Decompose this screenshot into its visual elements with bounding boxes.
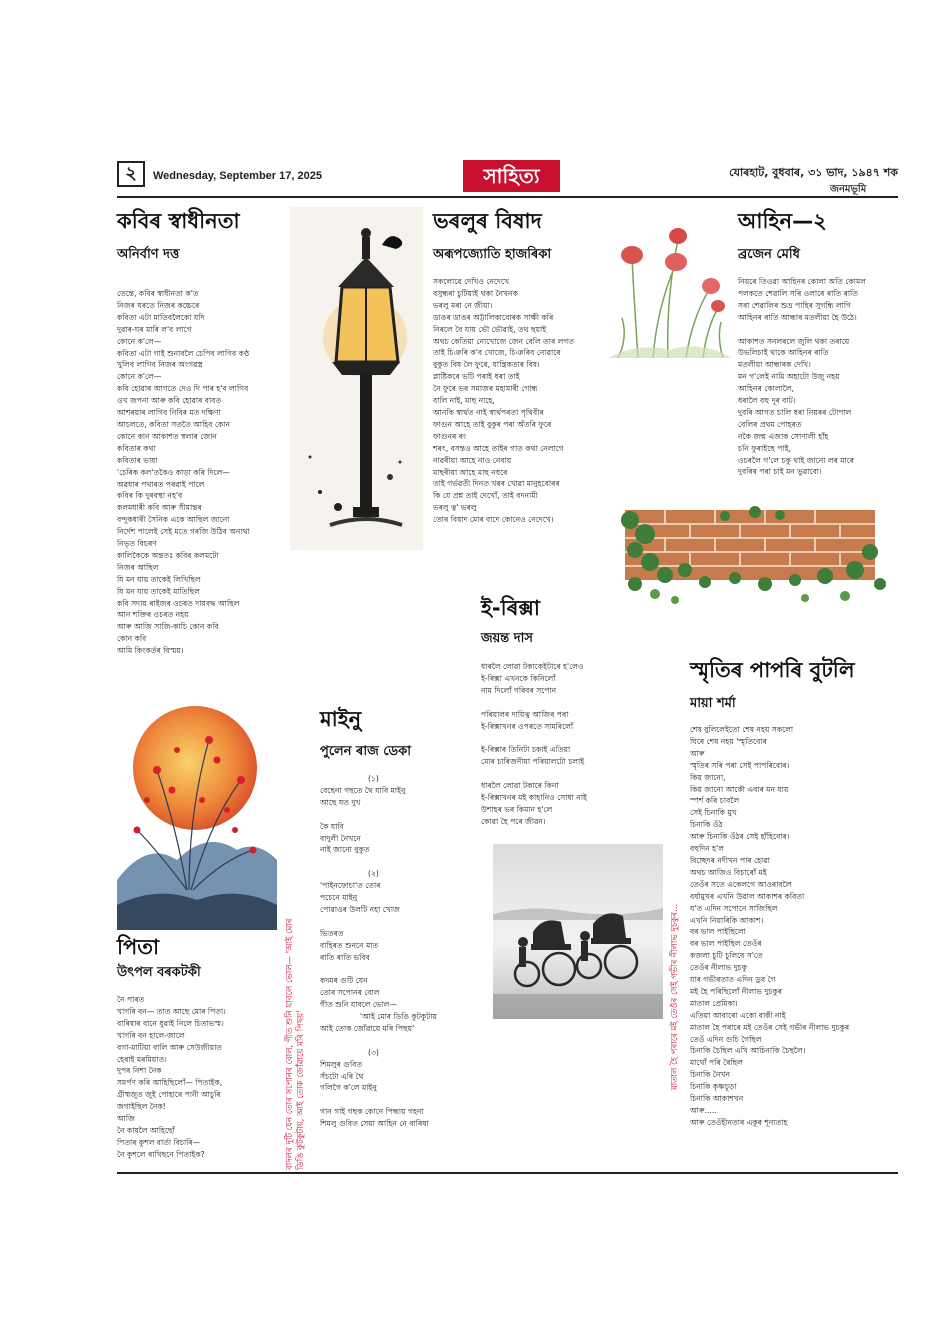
poem-line: বৰ ভাল পাইছিল তেওঁৰ [690,939,762,949]
poem-line: ৰাতি ৰাতি ভবিব [320,952,370,962]
poem-line: শেষ বুলিলেইতো শেষ নহয় সকলো [690,725,794,734]
poem-line: মাতাল প্ৰেমিকা। [690,998,738,1008]
page-number: ২ [117,161,145,187]
poem-line [320,856,480,868]
poem-line: তাই গৰ্ভৱতী দিনত খৰৰ খোৱা মানুহবোৰৰ [433,479,560,489]
poem-line: তেওঁৰ সতে একেলগে আওৰাবলৈ [690,879,792,889]
poem-line: মই হৈ পৰিছিলোঁ নীলাভ দুচকুৰ [690,986,783,996]
poem-line: বেছেনা গছতে থৈ যাবি মাইনু [320,785,406,795]
poem-line: আনকি স্বাৰ্থত নাই স্বাৰ্থপৰতা পৃথিবীৰ [433,407,544,417]
poem-line: বেলিৰ প্ৰথম পোহৰত [738,419,802,429]
poem-line: সেই চিনাকি মুখ [690,808,737,818]
poem-line: জগাইছিল নৈক! [117,1102,166,1112]
poem-line: চিনাকি ওঁঠ [690,820,723,830]
poem-line: চনি ফুৰাইছে পাই, [738,443,791,453]
poem-line: উশাহৰ ভৰ কিমান হ'লে [481,804,553,814]
poem-line: দুবৰিৰ পৰা চাই মন ভুৱাবো। [738,467,822,477]
poem-line: দুপৰ নিশা নৈক [117,1066,162,1076]
poem-line: আৰু তেওঁহীনতাৰ একুৰ শূন্যতাহ [690,1117,788,1127]
poem-author-kobir-swadhinota: অনিৰ্বাণ দত্ত [117,247,180,262]
side-note-vertical-right [670,903,684,1337]
poem-line: (১) [368,774,379,783]
poem-line: নকৈ জন্ম এজাক সোণালী হাঁহ [738,431,829,441]
brick-wall-ivy-illustration [605,500,895,612]
poem-line: সঁচটো এৰি থৈ [320,1071,364,1081]
poem-line: নাই জানো বুকুত [320,845,370,855]
poem-title-smritir: স্মৃতিৰ পাপৰি বুটলি [690,658,855,682]
poem-body-erickshaw [481,661,661,828]
poem-title-bhoralur-bishad: ভৰলুৰ বিষাদ [433,209,542,233]
side-note-text-left: বাদলৰ দুটি যেন তোৰ সপোনৰ বোল, গীত শুনি যাবলে ভোল— 'আই মোৰ ডিঙি কুটকুটায়, আই তোক জোঁৱায়ে মৰি পিছয়' [285,918,306,1170]
date-assamese: যোৰহাট, বুধবাৰ, ৩১ ভাদ, ১৯৪৭ শক [729,166,898,179]
poem-line: কোন কবি [117,634,147,644]
poem-author-erickshaw: জয়ন্ত দাস [481,631,533,646]
poem-line: বাৰিষাৰ বানে ধুৱাই নিলে চিতাভস্ম। [117,1018,224,1028]
poem-line: শিমলুৰ গুবিত [320,1059,363,1069]
poem-body-pita [117,994,277,1161]
poem-line: ওচৰলৈ গ'লে চকু থাই জানো লৰ মাৰে [738,455,855,465]
poem-line: ফাগুন আহে তাই বুকুৰ পৰা অঁতৰি ফুৰে [433,419,552,429]
poem-line: উভলিচাই থাকে আহিনৰ ৰাতি [738,348,829,358]
poem-line: সকলোৱে দেখিও নেদেখে [433,277,510,286]
sun-flowers-illustration [117,690,277,930]
poem-line: আৰু..... [690,1106,717,1115]
poem-line: নৈ পাৰত [117,995,145,1004]
poem-line: (৩) [368,1047,379,1057]
poem-line: গান গাই গছক কোনে পিন্ধায় গহনা [320,1107,424,1117]
poem-line: তেন্তে, কবিৰ স্বাধীনতা ক'ত [117,289,199,298]
poem-line: বাহিৰত শুননে মাত [320,940,379,950]
poem-line: গ্ৰীষ্মজুত জুই পোহাৰে পানী আচুৰি [117,1090,221,1100]
poem-line [738,324,898,336]
poem-line: অৱধাৰ পথাৰত পৰৱাই পালে [117,479,205,489]
poem-line: পিতাৰ কুশল বাৰ্তা বিচাৰি— [117,1137,201,1147]
poem-line [320,809,480,821]
poem-line: ই-ৰিক্সাখনৰ মই কাহানিও সোধা নাই [481,792,587,802]
side-note-vertical-left [285,918,315,1337]
poem-line: কৈ যাবি [320,821,344,831]
poem-line: গলিগৈ ক'লে মাইনু [320,1083,377,1093]
poem-line: কজলা চুটি চুলিবে স'তে [690,951,763,961]
poem-line: খাগৰি বন— তাত আছে মোৰ পিতা। [117,1006,226,1016]
poem-line: দুৱাৰ-ঘৰ মাৰি ল'ব লাগে [117,324,192,334]
poem-body-kobir-swadhinota [117,288,287,657]
poem-body-mainu [320,773,480,1130]
poem-line: বৰ্ষামুখৰ এখনি উৱাল আকাশৰ কবিতা [690,891,805,901]
poem-line: সমৰ্পণ কৰি আহিছিলোঁ— পিতাইক, [117,1078,223,1088]
poem-line: আৰু চিনাকি ওঁঠৰ সেই হাঁহিবোৰ। [690,832,790,842]
poem-line [481,732,661,744]
poem-line: মাতাল হৈ পৰাৰে মই তেওঁৰ সেই গভীৰ নীলাভ দুচকুৰ [690,1022,850,1032]
poem-line: আই তোক জোঁৱায়ে মৰি পিছয়' [320,1023,415,1033]
poem-line: কবি সদায় ৰাইজৰ ওচৰত দায়বদ্ধ আছিল [117,598,240,608]
poem-line [481,768,661,780]
poem-line: সৰা শেৱালিৰ শুভ্ৰ পাহিৰ সুগন্ধি লাগি [738,300,851,310]
poem-line: কোৱা হৈ পৰে জীৱন। [481,816,546,826]
poem-line: তোৰ বিষাদ মোৰ বাদে কোনেও নেদেখে। [433,515,554,525]
poem-line: যাৰ গভীৰতাত এদিন ডুব গৈ [690,975,776,985]
poem-line: শৰৎ, বসন্তও আহে তাইৰ গাত কথা নেলাগে [433,443,564,453]
poem-line: বাদুলী নৈখনে [320,833,361,843]
poem-line: চিনাকি চৈছিল এখি আচিনাকি চৈছলৈ। [690,1046,806,1056]
poem-line: চিনাকি কৃষ্ণচূড়া [690,1082,737,1092]
poem-line: ধাৰলৈ লোৱা টকাৰে কিনা [481,781,559,791]
poem-line: কিয় জানো আকৌ এবাৰ মন যায় [690,784,789,794]
side-note-text-right: মাতাল হৈ পৰাৰে মই তেওঁৰ সেই গভীৰ নীলাভ দুচকুৰ... [670,903,680,1090]
poem-line: নিৰলে বৈ যায় ভৌ ভৌৱাই, তথ ছয়াই [433,324,547,334]
poem-line: বৰ ভাল পাইছিলো [690,927,746,937]
poem-line: নিভৃত বিচৰণ [117,539,157,549]
poem-line: তেওঁ এদিন গুচি গৈছিল [690,1034,762,1044]
poem-line: প্লাষ্টিকৰে ভটি পৰাই ধৰা তাই [433,372,520,382]
poem-line: পচেনে মাইনু [320,893,358,903]
poem-line: কোনে কান আকাশত স্বলাৰ জোন [117,431,217,441]
poem-line: আহিনৰ ৰাতি আন্ধাৰ মতলীয়া হৈ উঠে। [738,312,857,322]
poem-line: কবিতাৰ ভাষা [117,455,158,465]
poem-line: যি মন যায় তাকেই মাতিছিল [117,586,200,596]
poem-line: মন গ'লেই নামি অহাটো উজু নহয় [738,372,840,382]
poem-line: নিজৰ ঘৰতে নিজৰ কচ্চেৰে [117,300,200,310]
poem-line: বহুদিন হ'ল [690,844,724,854]
poem-line: স্মৃতিৰ সৰি পৰা সেই পাপৰিবোৰ। [690,760,790,770]
poem-author-bhoralur-bishad: অৰূপজ্যোতি হাজৰিকা [433,247,552,262]
poem-line: নৈ কাষলৈ আহিছোঁ [117,1125,175,1135]
poem-line: নৈ ফুৰে ভৰ সমাজৰ মহামাৰী গোন্ধ [433,384,538,394]
poem-line: আকাশত সনলৰলে জুলি থকা তৰায়ে [738,336,850,346]
poem-line: আমি কিংকৰ্তৰ বিস্ময়। [117,646,184,656]
poem-line: বসুন্ধৰা চুটিয়াই থকা নৈখনক [433,288,518,298]
poem-line: আছে যত দুখ [320,797,361,807]
poem-line: ডাঙৰ ডাঙৰ অট্টালিকাবোৰক সাক্ষী কৰি [433,312,554,322]
poem-line: চিনাকি নৈখন [690,1070,731,1080]
poem-line: গীত শুনি যাবলে ভোল— [320,1000,398,1010]
poem-line: পলকতে শেৱালি সৰি ওলাৰে ৰাতি ৰাতি [738,288,858,298]
poem-line: কোনে ক'লে— [117,336,162,346]
poem-line: কদমৰ গুটি যেন [320,976,368,986]
poem-line: ধাৰলৈ লোৱা টকাকেইটাৰে হ'লেও [481,662,584,671]
poem-line: নৈ কুশলে ৰাখিছনে পিতাইক? [117,1149,205,1159]
poem-line: খুলিব লাগিব নিজৰ অংগৱস্ত্ৰ [117,360,203,370]
poem-line: এখনি নিয়াৰিকি আকাশ। [690,915,764,925]
poem-line: ভিতৰত [320,928,344,938]
poem-line: কলমধাৰী কবি আৰু সীমান্তৰ [117,503,202,513]
date-english: Wednesday, September 17, 2025 [153,170,322,182]
poppy-flowers-illustration [608,210,732,358]
poem-line: কোনে ক'লে— [117,372,162,382]
poem-line: অথচ আজিও বিচাৰোঁ মই [690,867,767,877]
poem-line: ফাগুনৰ ৰং [433,431,467,441]
poem-line: দুবৰি আগত চালি ধৰা নিয়ৰৰ টোপাল [738,407,852,417]
poem-line [320,1035,480,1047]
poem-body-bhoralur-bishad [433,276,603,526]
poem-line: নিজৰ আছিল [117,562,159,572]
poem-line: ই-ৰিক্সা এখনকে কিনিলোঁ [481,673,556,683]
poem-line: কবিতাৰ কথা [117,443,156,453]
poem-line: কবিৰ কি দুৰবস্থা নহ'ব [117,491,183,501]
poem-line: পৰিয়ালৰ দায়িত্ব আজিৰ পৰা [481,709,569,719]
poem-author-smritir: মায়া শৰ্মা [690,696,736,711]
poem-line [320,963,480,975]
poem-line: শিমলু গুবিত সেয়া আহিন নে বাৰিষা [320,1119,429,1129]
poem-line: আচলতে, কবিতা সততৈ আহিব কোন [117,419,231,429]
poem-line: কবি হোৱাৰ আগতে দেও দি পাৰ হ'ব লাগিব [117,384,249,394]
poem-line: তাই চিঞৰি ক'ব খোজে, চিঞৰিব নোৱাৰে [433,348,561,358]
poem-line: পোৱাওৰ উলটি নহা খোজ [320,904,400,914]
poem-line: 'পাইনফোচা'ত তোৰ [320,881,381,891]
poem-author-ahin: ব্ৰজেন মেধি [738,247,800,262]
poem-line: নিৰ্দেশ পালেই সেই মতে গৰজি উঠিব অন্যথা [117,527,250,537]
poem-line: কিয় জানো, [690,772,726,782]
poem-line: মোৰ চাৰিজনীয়া পৰিয়ালটো চলাই [481,757,585,767]
poem-line: তোৰ সপোনৰ বোল [320,988,380,998]
poem-line: ই-ৰিক্সাৰ তিনিটা চকাই এতিয়া [481,745,571,755]
poem-line: য'ত এদিন সপোনে সাজিছিল [690,903,778,913]
poem-title-pita: পিতা [117,935,160,959]
poem-line: এতিয়া আবাৰো একো বাকী নাই [690,1010,786,1020]
header-rule [117,196,898,198]
poem-line: যি মন যায় তাকেই লিখিছিল [117,574,201,584]
poem-title-mainu: মাইনু [320,707,362,731]
poem-line: মাছৰীয়া আহে মাছ নধৰে [433,467,508,477]
poem-body-ahin [738,276,898,478]
poem-line: 'চেৰিক কল'তকৈও কাড়া কৰি দিলে— [117,467,230,477]
poem-line: বুকুত বিষ লৈ ফুৰে, যান্ত্ৰিকতাৰ বিষ। [433,360,540,370]
poem-line: ভৰলু ত্ব' ভৰলু [433,503,477,513]
rickshaw-illustration [493,844,663,1019]
poem-line: কি যে প্ৰশ্ন তাই দেখোঁ, তাই বদনামী [433,491,538,501]
poem-line: কালিকৈকে অন্ততঃ কবিৰ কলমটো [117,550,219,560]
poem-line: (২) [368,869,379,879]
poem-line: 'আই মোৰ ডিঙি কুটকুটায় [360,1012,437,1022]
poem-line: নাম দিলোঁ গৰিবৰ সপোন [481,685,557,695]
poem-line: ভৰলু মৰা নে জীয়া। [433,300,493,310]
poem-line [481,697,661,709]
poem-line: চিনাকি আকাশখন [690,1094,744,1104]
poem-line [320,1094,480,1106]
poem-line: বিচ্ছেদৰ নদীখন পাৰ হোৱা [690,855,770,865]
poem-title-ahin: আহিন—২ [738,209,827,233]
poem-line: আৰু [690,748,705,758]
poem-line: আহিনৰ কোলালৈ, [738,384,794,394]
poem-line: বালি নাই, মাছ নাহে, [433,396,495,406]
poem-line [320,916,480,928]
poem-line: আজি [117,1114,135,1124]
poem-line: বগা-মাটিয়া বালি আৰু সেউজীয়াত [117,1042,222,1052]
poem-line: কবিতা এটা মাতিবলৈকো যদি [117,312,205,322]
poem-line: আৰু আজি সাজি-কাচি কোন কবি [117,622,219,632]
poem-line: আন শক্তিৰ ওচৰত নহয় [117,610,189,620]
poem-line: কবিতা এটা গাই শুনাবলৈ চেপিব লাগিব কণ্ঠ [117,348,250,358]
poem-line: ওখ জপনা আৰু কবি হোৱাৰ বাবত [117,396,222,406]
poem-line: মাথোঁ পৰি ৰৈছিল [690,1058,743,1068]
poem-line: স্পৰ্শ কৰি চাবলৈ [690,796,740,806]
poem-line: নাৱৰীয়া আহে নাও নেবায় [433,455,512,465]
footer-rule [117,1172,898,1174]
poem-line: তেওঁৰ নীলাভ দুচকু [690,963,748,973]
poem-line: বন্দুকধাৰী সৈনিক একে আছিল জানো [117,515,230,525]
poem-line: ধৰালৈ বহু দূৰ বাট। [738,396,796,406]
lamp-illustration [290,207,423,550]
poem-line: ঘিৰে শেষ নহয় 'স্মৃতিবোৰ [690,736,767,746]
poem-line: নিয়ৰে তিওৱা আহিনৰ কোলা অতি কোমল [738,277,866,286]
poem-body-smritir [690,724,895,1129]
poem-line: মতলীয়া আন্ধাৰক দেখি। [738,360,811,370]
poem-line: ই-ৰিক্সাখনৰ ওপৰতে সামৰিলোঁ [481,721,574,731]
poem-title-erickshaw: ই-ৰিক্সা [481,596,540,620]
poem-author-pita: উৎপল বৰকটকী [117,965,201,980]
poem-line: হেৰাই মৰমিয়াত। [117,1054,167,1064]
poem-line: আশৰয়াৰ লাগিব নিবিৰ মত দক্ষিণা [117,408,221,418]
poem-title-kobir-swadhinota: কবিৰ স্বাধীনতা [117,209,240,233]
poem-line: অথচ কেতিয়া নোখোজে জেন বেলি তাৰ লগত [433,336,574,346]
section-title: সাহিত্য [463,160,560,192]
poem-author-mainu: পুলেন ৰাজ ডেকা [320,744,411,759]
poem-line: খাগৰি বন হালে-জালে [117,1030,185,1040]
brand-logo: জনমভূমি [830,184,867,195]
